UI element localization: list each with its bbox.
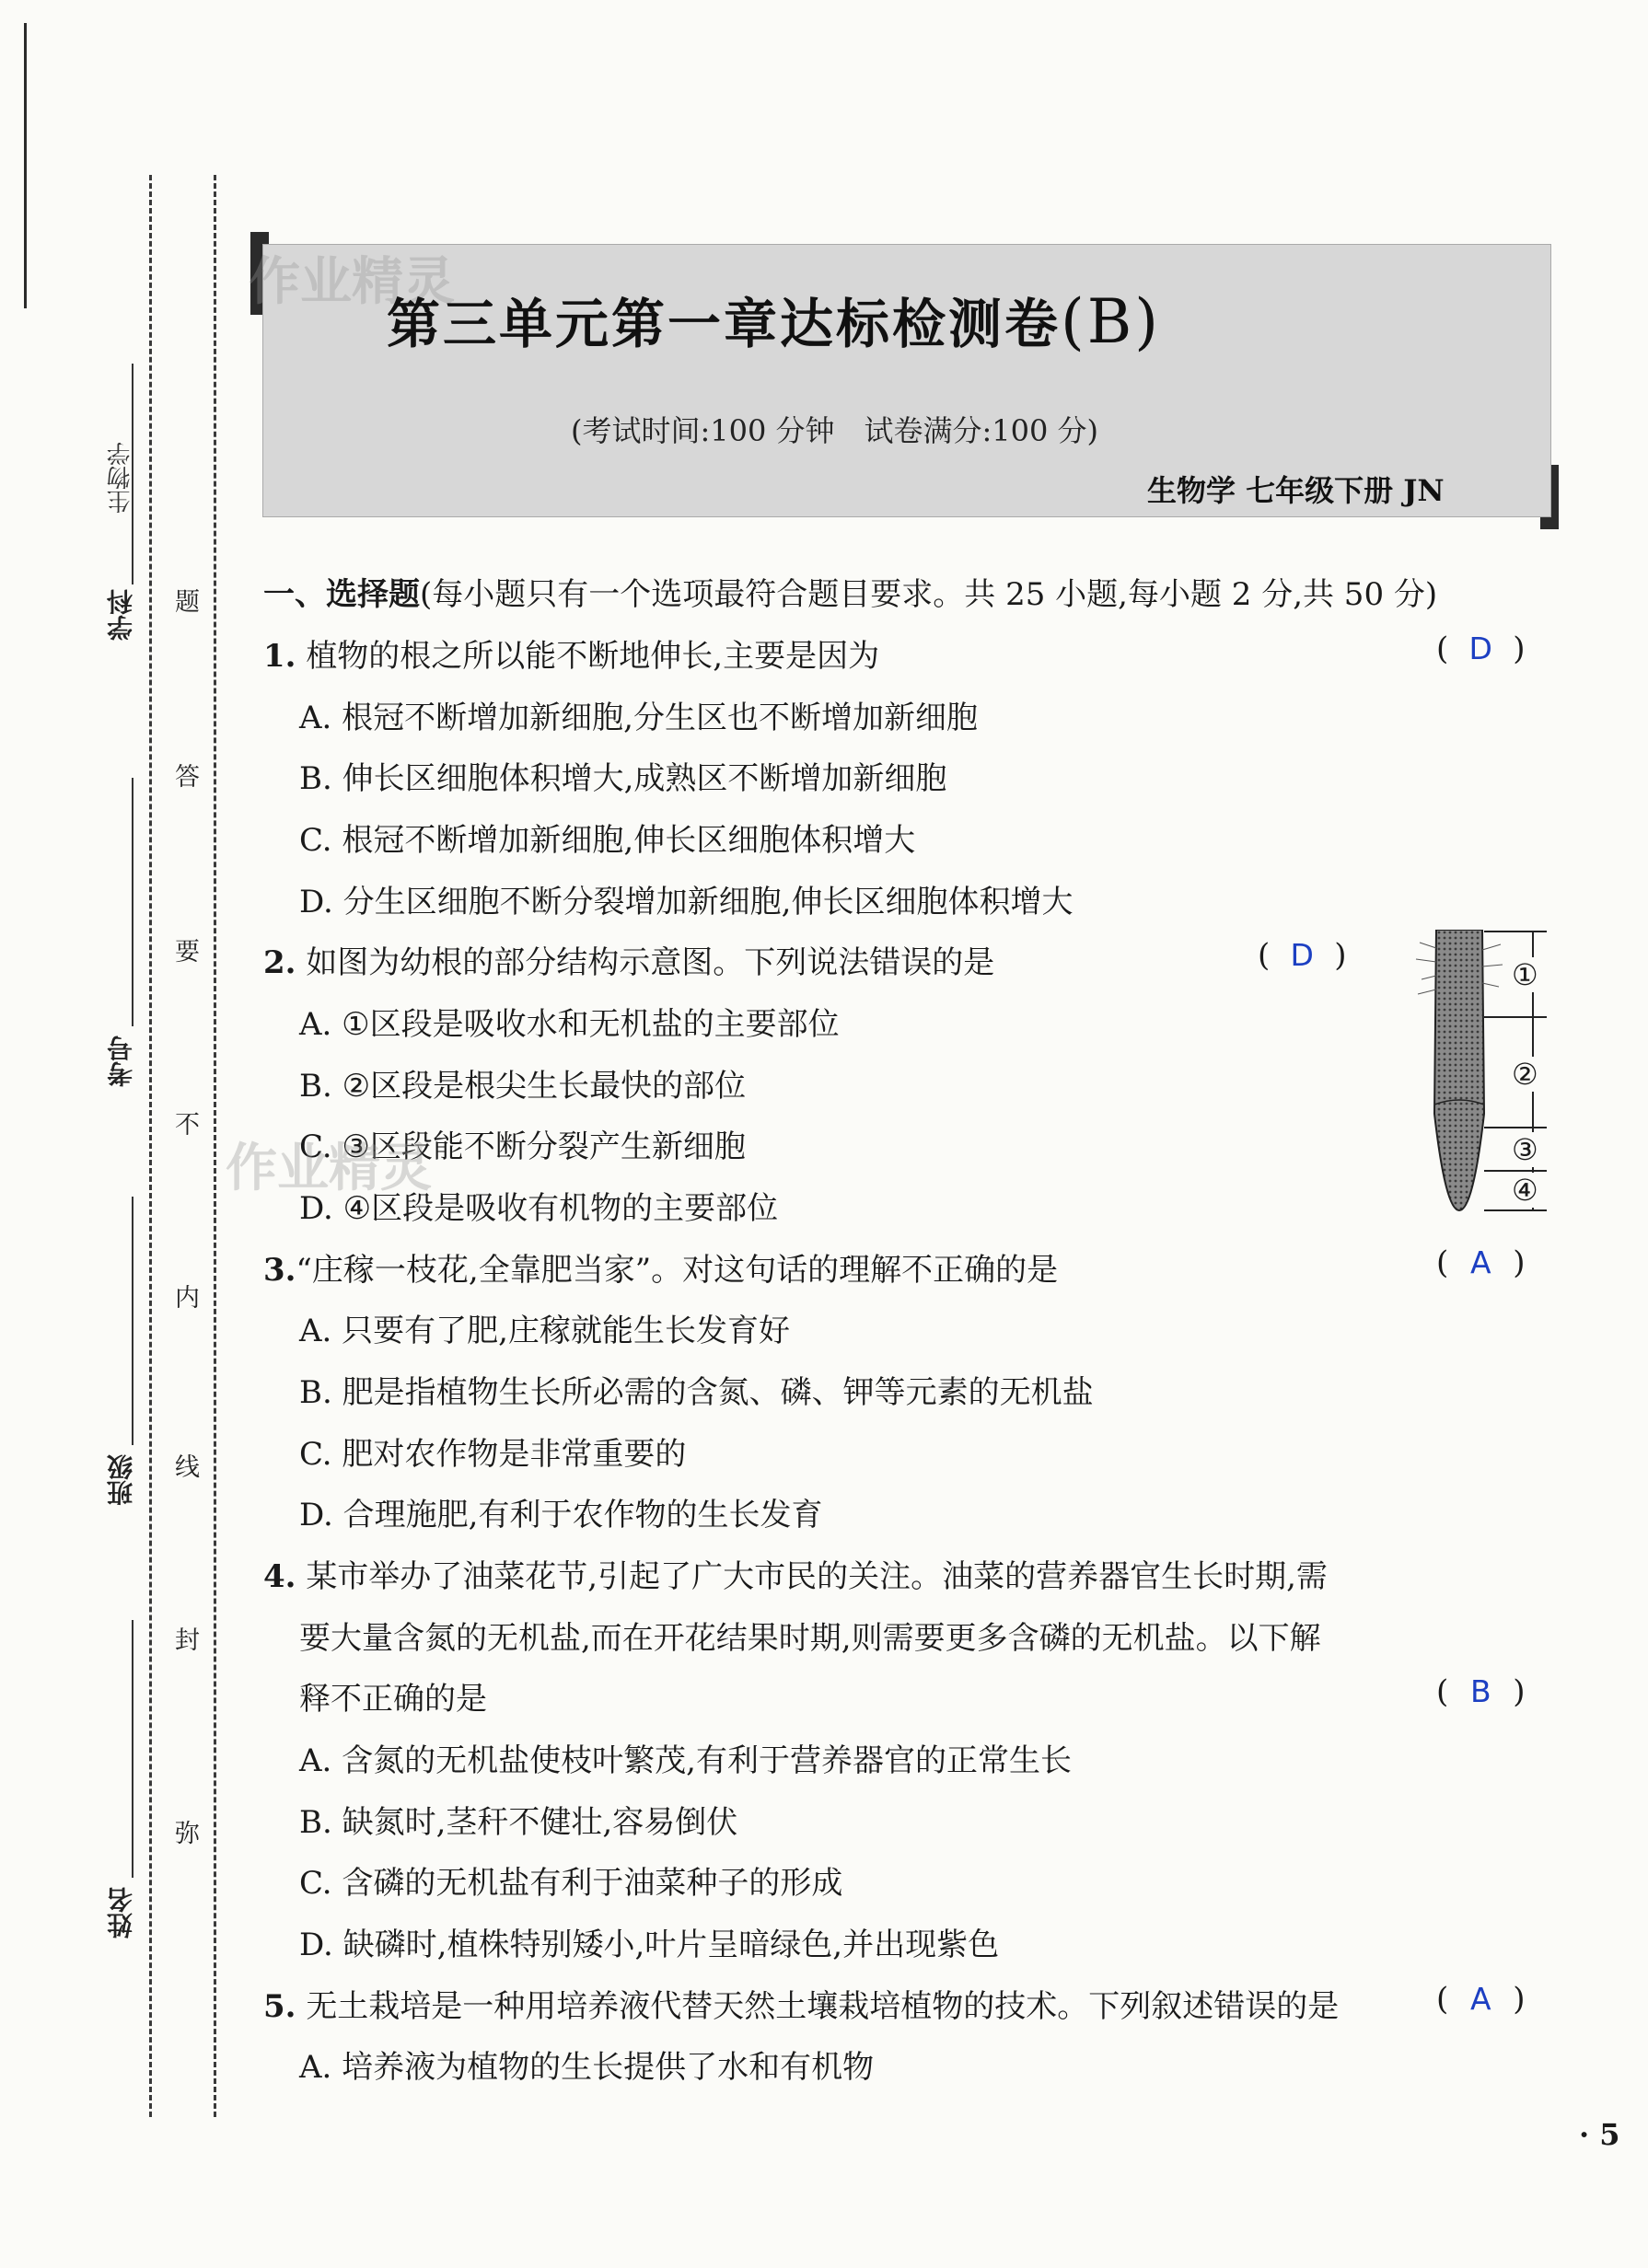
- seal-char: 不: [175, 1111, 200, 1140]
- answer-mark: D: [1290, 937, 1314, 973]
- field-label-subject: 学科: [106, 589, 136, 641]
- section-instruction: (每小题只有一个选项最符合题目要求。共 25 小题,每小题 2 分,共 50 分): [420, 576, 1438, 613]
- answer-mark: B: [1469, 1673, 1491, 1709]
- option-text: C. 含磷的无机盐有利于油菜种子的形成: [299, 1865, 843, 1902]
- seal-char: 内: [175, 1284, 200, 1313]
- section-title: 一、选择题: [263, 576, 420, 613]
- question-stem: [263, 1551, 1328, 1596]
- option-text: C. 肥对农作物是非常重要的: [299, 1436, 687, 1473]
- page-number: · 5: [1579, 2117, 1620, 2152]
- seal-char: 答: [175, 763, 200, 792]
- option-text: D. 缺磷时,植株特别矮小,叶片呈暗绿色,并出现紫色: [299, 1927, 1000, 1963]
- question-stem: [263, 631, 879, 676]
- answer-slot[interactable]: ( B ): [1436, 1673, 1526, 1710]
- question-number: 4.: [263, 1558, 296, 1595]
- question-number: 5.: [263, 1988, 296, 2025]
- field-label-name: 姓名: [106, 1887, 136, 1938]
- option-text: D. 合理施肥,有利于农作物的生长发育: [299, 1497, 823, 1533]
- binding-edge-line: [24, 23, 27, 308]
- section-header: [263, 569, 1437, 614]
- seal-char: 题: [175, 588, 200, 617]
- book-tag: 生物学 七年级下册 JN: [1147, 473, 1445, 508]
- answer-mark: A: [1469, 1981, 1491, 2017]
- option-text: B. 缺氮时,茎秆不健壮,容易倒伏: [299, 1804, 738, 1841]
- figure-label: ①: [1512, 957, 1538, 992]
- option-text: B. 肥是指植物生长所必需的含氮、磷、钾等元素的无机盐: [299, 1374, 1094, 1411]
- page-title-text: 第三单元第一章达标检测卷: [387, 293, 1062, 355]
- option-text: C. 根冠不断增加新细胞,伸长区细胞体积增大: [299, 822, 916, 859]
- option-text: A. 含氮的无机盐使枝叶繁茂,有利于营养器官的正常生长: [299, 1742, 1072, 1779]
- question-text: 无土栽培是一种用培养液代替天然土壤栽培植物的技术。下列叙述错误的是: [306, 1988, 1340, 2025]
- option-text: B. ②区段是根尖生长最快的部位: [299, 1068, 747, 1105]
- option-text: A. 只要有了肥,庄稼就能生长发育好: [299, 1313, 790, 1349]
- answer-mark: A: [1469, 1244, 1491, 1280]
- question-text: 某市举办了油菜花节,引起了广大市民的关注。油菜的营养器官生长时期,需: [306, 1558, 1328, 1595]
- field-blank-class[interactable]: [132, 1197, 133, 1445]
- seal-char: 弥: [175, 1820, 200, 1848]
- question-stem: [263, 937, 994, 982]
- field-label-class: 班级: [106, 1454, 136, 1506]
- figure-label: ③: [1512, 1132, 1538, 1167]
- answer-slot[interactable]: ( A ): [1436, 1981, 1526, 2018]
- question-stem: [263, 1244, 1058, 1290]
- root-tip-figure: [1409, 930, 1547, 1215]
- question-text: 要大量含氮的无机盐,而在开花结果时期,则需要更多含磷的无机盐。以下解: [299, 1620, 1321, 1657]
- option-text: D. 分生区细胞不断分裂增加新细胞,伸长区细胞体积增大: [299, 884, 1074, 920]
- question-text: 植物的根之所以能不断地伸长,主要是因为: [306, 638, 880, 675]
- answer-slot[interactable]: ( A ): [1436, 1244, 1526, 1281]
- field-value-subject: 生物学: [107, 442, 134, 514]
- option-text: A. 根冠不断增加新细胞,分生区也不断增加新细胞: [299, 700, 978, 736]
- figure-label: ②: [1512, 1057, 1538, 1092]
- question-number: 2.: [263, 944, 296, 981]
- question-stem: [263, 1981, 1339, 2026]
- question-number: 3.: [263, 1252, 296, 1289]
- page-title: [387, 281, 1161, 358]
- field-blank-name[interactable]: [132, 1620, 133, 1878]
- exam-info: (考试时间:100 分钟 试卷满分:100 分): [571, 413, 1099, 448]
- seal-char: 要: [175, 938, 200, 966]
- page-title-suffix: (B): [1061, 286, 1162, 357]
- answer-slot[interactable]: ( D ): [1258, 937, 1347, 974]
- option-text: B. 伸长区细胞体积增大,成熟区不断增加新细胞: [299, 760, 947, 797]
- dashed-line-inner: [214, 175, 216, 2117]
- watermark: 作业精灵: [249, 252, 455, 312]
- seal-char: 封: [175, 1626, 200, 1655]
- option-text: A. 培养液为植物的生长提供了水和有机物: [299, 2049, 875, 2086]
- dashed-line-outer: [149, 175, 152, 2117]
- field-blank-exam-number[interactable]: [132, 778, 133, 1026]
- option-text: A. ①区段是吸收水和无机盐的主要部位: [299, 1006, 840, 1043]
- watermark: 作业精灵: [226, 1139, 432, 1198]
- option-text: D. ④区段是吸收有机物的主要部位: [299, 1190, 779, 1227]
- question-number: 1.: [263, 638, 296, 675]
- answer-slot[interactable]: ( D ): [1436, 631, 1526, 667]
- question-text: “庄稼一枝花,全靠肥当家”。对这句话的理解不正确的是: [296, 1252, 1059, 1289]
- answer-mark: D: [1468, 631, 1492, 666]
- field-label-exam-number: 考号: [106, 1036, 136, 1087]
- figure-label: ④: [1512, 1173, 1538, 1208]
- seal-char: 线: [175, 1453, 200, 1482]
- option-text: C. ③区段能不断分裂产生新细胞: [299, 1128, 746, 1165]
- question-text: 释不正确的是: [299, 1681, 487, 1718]
- question-text: 如图为幼根的部分结构示意图。下列说法错误的是: [306, 944, 995, 981]
